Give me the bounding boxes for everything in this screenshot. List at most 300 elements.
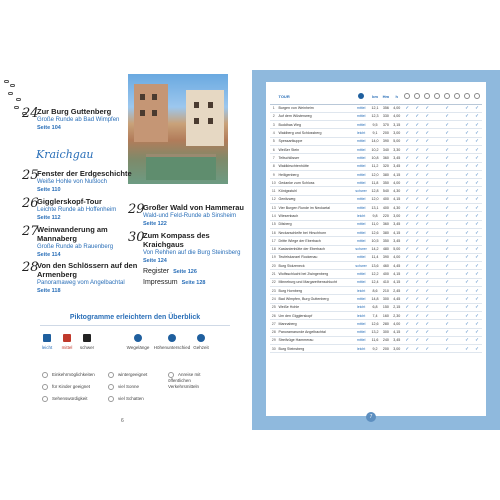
empty-cell [452, 228, 462, 236]
row-number: 6 [270, 145, 277, 153]
entry-title-line2: Armenberg [37, 270, 78, 279]
difficulty: leicht [353, 345, 370, 353]
check-icon: ✓ [412, 245, 422, 253]
difficulty: mittel [353, 162, 370, 170]
elevation-icon [168, 334, 176, 342]
check-icon: ✓ [442, 179, 452, 187]
check-icon: ✓ [412, 129, 422, 137]
check-icon: ✓ [422, 145, 432, 153]
check-icon: ✓ [412, 212, 422, 220]
check-icon: ✓ [442, 270, 452, 278]
row-number: 26 [270, 311, 277, 319]
distance: 12,1 [369, 104, 380, 112]
distance: 11,6 [369, 336, 380, 344]
picto-medium: mittel [58, 334, 76, 350]
difficulty: mittel [353, 320, 370, 328]
empty-cell [452, 320, 462, 328]
sight-header [422, 90, 432, 104]
check-icon: ✓ [422, 237, 432, 245]
check-icon: ✓ [412, 104, 422, 112]
hard-icon [83, 334, 91, 342]
legend-kids: für Kinder geeignet [42, 384, 90, 390]
table-row[interactable] [270, 287, 482, 295]
difficulty: leicht [353, 129, 370, 137]
elevation: 400 [381, 195, 392, 203]
elevation: 390 [381, 137, 392, 145]
check-icon: ✓ [472, 303, 482, 311]
empty-cell [452, 204, 462, 212]
check-icon: ✓ [402, 170, 412, 178]
difficulty: schwer [353, 245, 370, 253]
elevation: 350 [381, 179, 392, 187]
check-icon: ✓ [422, 195, 432, 203]
check-icon: ✓ [472, 278, 482, 286]
check-icon: ✓ [462, 121, 472, 129]
check-icon: ✓ [472, 121, 482, 129]
check-icon: ✓ [402, 187, 412, 195]
check-icon: ✓ [412, 170, 422, 178]
empty-cell [432, 228, 442, 236]
tour-name: Spessartkuppe [277, 137, 352, 145]
elevation: 360 [381, 220, 392, 228]
difficulty-header [353, 90, 370, 104]
entry-title: Von den Schlössern auf den [37, 261, 138, 270]
tour-name: Vier Burgen Runde im Neckartal [277, 204, 352, 212]
check-icon: ✓ [472, 129, 482, 137]
table-row[interactable] [270, 104, 482, 112]
register-page: Seite 126 [173, 269, 197, 275]
table-row[interactable] [270, 228, 482, 236]
empty-cell [432, 112, 442, 120]
distance: 11,4 [369, 253, 380, 261]
elevation: 300 [381, 328, 392, 336]
difficulty: mittel [353, 270, 370, 278]
duration: 2,45 [391, 287, 402, 295]
duration: 5,00 [391, 137, 402, 145]
empty-cell [432, 145, 442, 153]
check-icon: ✓ [402, 162, 412, 170]
duration: 3,45 [391, 154, 402, 162]
legend-winter: wintergeeignet [108, 372, 147, 378]
elevation: 350 [381, 237, 392, 245]
entry-title-line2: Mannaberg [37, 234, 78, 243]
empty-cell [452, 170, 462, 178]
empty-cell [452, 287, 462, 295]
difficulty: schwer [353, 262, 370, 270]
snowflake-icon [108, 372, 114, 378]
check-icon: ✓ [412, 137, 422, 145]
table-row[interactable] [270, 237, 482, 245]
row-number: 5 [270, 137, 277, 145]
table-row[interactable] [270, 187, 482, 195]
table-row[interactable] [270, 270, 482, 278]
entry-number: 25 [22, 168, 39, 183]
entry-title: Großer Wald von Hammerau [143, 203, 244, 212]
row-number: 13 [270, 204, 277, 212]
difficulty: schwer [353, 187, 370, 195]
entry-subtitle: Wald-und Feld-Runde ab Sinsheim [143, 213, 237, 219]
table-row[interactable] [270, 129, 482, 137]
table-row[interactable] [270, 112, 482, 120]
table-row[interactable] [270, 137, 482, 145]
kids-icon [42, 384, 48, 390]
elevation: 480 [381, 245, 392, 253]
winter-header [432, 90, 442, 104]
check-icon: ✓ [412, 228, 422, 236]
snowflake-icon [434, 93, 440, 99]
check-icon: ✓ [472, 170, 482, 178]
check-icon: ✓ [462, 228, 472, 236]
table-row[interactable] [270, 320, 482, 328]
tour-name: Dritte Wiege der Eberbach [277, 237, 352, 245]
check-icon: ✓ [422, 170, 432, 178]
entry-number: 29 [128, 202, 145, 217]
check-icon: ✓ [422, 311, 432, 319]
check-icon: ✓ [462, 220, 472, 228]
check-icon: ✓ [412, 187, 422, 195]
check-icon: ✓ [442, 104, 452, 112]
tour-name: Weiße Hohle [277, 303, 352, 311]
distance: 12,4 [369, 278, 380, 286]
check-icon: ✓ [442, 278, 452, 286]
entry-title: Gigglerskopf-Tour [37, 197, 102, 206]
duration: 4,30 [391, 204, 402, 212]
check-icon: ✓ [412, 253, 422, 261]
table-row[interactable] [270, 295, 482, 303]
bus-header [462, 90, 472, 104]
distance: 12,8 [369, 187, 380, 195]
distance: 9,2 [369, 345, 380, 353]
elevation: 280 [381, 320, 392, 328]
empty-cell [452, 137, 462, 145]
tour-name: Heiligenberg [277, 170, 352, 178]
empty-cell [432, 204, 442, 212]
tour-name: Wolfsschlucht bei Zwingenberg [277, 270, 352, 278]
elevation: 240 [381, 336, 392, 344]
check-icon: ✓ [412, 262, 422, 270]
table-row[interactable] [270, 220, 482, 228]
check-icon: ✓ [442, 345, 452, 353]
table-row[interactable] [270, 303, 482, 311]
difficulty: mittel [353, 295, 370, 303]
elevation: 400 [381, 270, 392, 278]
row-number: 8 [270, 162, 277, 170]
empty-cell [452, 104, 462, 112]
check-icon: ✓ [442, 320, 452, 328]
kids-header [412, 90, 422, 104]
difficulty: mittel [353, 121, 370, 129]
check-icon: ✓ [402, 278, 412, 286]
entry-page: Seite 110 [37, 187, 61, 193]
check-icon: ✓ [402, 311, 412, 319]
table-row[interactable] [270, 245, 482, 253]
elevation: 200 [381, 345, 392, 353]
tour-name: Gedanke zum Schloss [277, 179, 352, 187]
check-icon: ✓ [442, 336, 452, 344]
empty-cell [452, 262, 462, 270]
check-icon: ✓ [462, 270, 472, 278]
tour-name: Teufelskanzel Rockenau [277, 253, 352, 261]
elevation: 360 [381, 154, 392, 162]
entry-page: Seite 114 [37, 252, 61, 258]
row-number: 14 [270, 212, 277, 220]
table-row[interactable] [270, 179, 482, 187]
tour-name: Burg Hornberg [277, 287, 352, 295]
check-icon: ✓ [472, 112, 482, 120]
tour-name: Waldkirschtenhütte [277, 162, 352, 170]
check-icon: ✓ [422, 278, 432, 286]
difficulty: leicht [353, 287, 370, 295]
table-row[interactable] [270, 278, 482, 286]
tour-name: Buddhas Weg [277, 121, 352, 129]
duration: 2,30 [391, 311, 402, 319]
duration: 4,15 [391, 328, 402, 336]
duration: 4,15 [391, 278, 402, 286]
check-icon: ✓ [422, 179, 432, 187]
check-icon: ✓ [462, 262, 472, 270]
check-icon: ✓ [462, 104, 472, 112]
difficulty: mittel [353, 253, 370, 261]
check-icon: ✓ [442, 137, 452, 145]
sun-header [442, 90, 452, 104]
empty-cell [432, 187, 442, 195]
check-icon: ✓ [402, 220, 412, 228]
distance: 13,2 [369, 328, 380, 336]
table-row[interactable] [270, 121, 482, 129]
check-icon: ✓ [462, 303, 472, 311]
tour-name: Dilsberg [277, 220, 352, 228]
sun-icon [444, 93, 450, 99]
distance: 11,8 [369, 179, 380, 187]
row-number: 21 [270, 270, 277, 278]
bus-icon [168, 372, 174, 378]
row-number: 9 [270, 170, 277, 178]
duration: 4,45 [391, 262, 402, 270]
entry-page: Seite 112 [37, 215, 61, 221]
empty-cell [452, 212, 462, 220]
elevation: 400 [381, 204, 392, 212]
check-icon: ✓ [412, 121, 422, 129]
tour-name: Auf dem Wüstenweg [277, 112, 352, 120]
empty-cell [432, 237, 442, 245]
check-icon: ✓ [442, 328, 452, 336]
check-icon: ✓ [412, 311, 422, 319]
check-icon: ✓ [462, 179, 472, 187]
check-icon: ✓ [412, 220, 422, 228]
check-icon: ✓ [422, 228, 432, 236]
empty-cell [452, 328, 462, 336]
entry-title-line2: Kraichgaus [143, 240, 184, 249]
check-icon: ✓ [472, 320, 482, 328]
entry-page: Seite 124 [143, 258, 167, 264]
check-icon: ✓ [442, 237, 452, 245]
elevation: 160 [381, 311, 392, 319]
empty-cell [432, 253, 442, 261]
picto-easy: leicht [38, 334, 56, 350]
check-icon: ✓ [402, 154, 412, 162]
check-icon: ✓ [402, 320, 412, 328]
check-icon: ✓ [412, 295, 422, 303]
right-page [252, 70, 500, 430]
check-icon: ✓ [402, 121, 412, 129]
elevation: 410 [381, 278, 392, 286]
tour-name: Panoramarunde Angelbachtal [277, 328, 352, 336]
check-icon: ✓ [402, 195, 412, 203]
duration: 5,00 [391, 245, 402, 253]
check-icon: ✓ [472, 287, 482, 295]
table-row[interactable] [270, 170, 482, 178]
check-icon: ✓ [472, 104, 482, 112]
check-icon: ✓ [402, 328, 412, 336]
check-icon: ✓ [402, 137, 412, 145]
town-photo [128, 74, 228, 184]
distance: 14,8 [369, 295, 380, 303]
sight-icon [42, 396, 48, 402]
table-row[interactable] [270, 262, 482, 270]
table-row[interactable] [270, 204, 482, 212]
check-icon: ✓ [462, 295, 472, 303]
empty-cell [432, 345, 442, 353]
check-icon: ✓ [472, 204, 482, 212]
elevation: 370 [381, 121, 392, 129]
difficulty: mittel [353, 220, 370, 228]
difficulty: mittel [353, 154, 370, 162]
sun-icon [108, 384, 114, 390]
duration: 4,15 [391, 170, 402, 178]
table-row[interactable] [270, 336, 482, 344]
table-row[interactable] [270, 345, 482, 353]
distance: 12,0 [369, 170, 380, 178]
empty-cell [452, 295, 462, 303]
check-icon: ✓ [442, 228, 452, 236]
check-icon: ✓ [422, 336, 432, 344]
distance: 10,8 [369, 154, 380, 162]
empty-cell [452, 195, 462, 203]
check-icon: ✓ [422, 270, 432, 278]
check-icon: ✓ [422, 154, 432, 162]
tour-name: Um den Gigglerskopf [277, 311, 352, 319]
sight-icon [424, 93, 430, 99]
distance: 12,6 [369, 320, 380, 328]
difficulty: mittel [353, 179, 370, 187]
check-icon: ✓ [462, 204, 472, 212]
check-icon: ✓ [422, 212, 432, 220]
empty-cell [452, 245, 462, 253]
check-icon: ✓ [462, 328, 472, 336]
table-row[interactable] [270, 195, 482, 203]
duration: 4,15 [391, 228, 402, 236]
table-row[interactable] [270, 154, 482, 162]
elevation: 340 [381, 145, 392, 153]
check-icon: ✓ [412, 278, 422, 286]
check-icon: ✓ [442, 187, 452, 195]
distance: 12,3 [369, 112, 380, 120]
row-number: 28 [270, 328, 277, 336]
elevation: 220 [381, 212, 392, 220]
table-row[interactable] [270, 253, 482, 261]
difficulty-icon [358, 93, 364, 99]
distance: 9,5 [369, 121, 380, 129]
entry-subtitle: Von Rehhen auf die Burg Steinsberg [143, 250, 241, 256]
row-number: 11 [270, 187, 277, 195]
table-row[interactable] [270, 162, 482, 170]
check-icon: ✓ [462, 154, 472, 162]
empty-cell [452, 345, 462, 353]
impressum-page: Seite 128 [181, 280, 206, 286]
empty-cell [432, 137, 442, 145]
table-row[interactable] [270, 311, 482, 319]
check-icon: ✓ [462, 253, 472, 261]
check-icon: ✓ [422, 328, 432, 336]
row-number: 2 [270, 112, 277, 120]
empty-cell [432, 179, 442, 187]
check-icon: ✓ [402, 345, 412, 353]
table-row[interactable] [270, 145, 482, 153]
entry-number: 30 [128, 230, 145, 245]
empty-cell [452, 121, 462, 129]
entry-number: 27 [22, 224, 39, 239]
check-icon: ✓ [442, 220, 452, 228]
check-icon: ✓ [412, 154, 422, 162]
check-icon: ✓ [472, 187, 482, 195]
extra-header [472, 90, 482, 104]
empty-cell [432, 295, 442, 303]
distance: 9,1 [369, 129, 380, 137]
check-icon: ✓ [442, 154, 452, 162]
impressum-label: Impressum [143, 279, 178, 286]
table-row[interactable] [270, 328, 482, 336]
check-icon: ✓ [462, 278, 472, 286]
distance: 6,8 [369, 303, 380, 311]
impressum-link[interactable] [143, 279, 205, 286]
empty-cell [452, 179, 462, 187]
picto-distance: Wegelänge [124, 334, 152, 350]
duration: 3,45 [391, 237, 402, 245]
table-row[interactable] [270, 212, 482, 220]
empty-cell [452, 253, 462, 261]
distance: 10,2 [369, 145, 380, 153]
register-label: Register [143, 268, 170, 275]
check-icon: ✓ [422, 112, 432, 120]
check-icon: ✓ [462, 212, 472, 220]
difficulty: mittel [353, 104, 370, 112]
check-icon: ✓ [462, 287, 472, 295]
row-number: 24 [270, 295, 277, 303]
register-link[interactable] [143, 268, 197, 275]
check-icon: ✓ [472, 262, 482, 270]
tour-header: TOUR [277, 90, 352, 104]
empty-cell [432, 154, 442, 162]
tour-name: Mannaberg [277, 320, 352, 328]
elevation: 356 [381, 104, 392, 112]
entry-number: 26 [22, 196, 39, 211]
check-icon: ✓ [422, 295, 432, 303]
empty-cell [432, 104, 442, 112]
check-icon: ✓ [422, 262, 432, 270]
empty-cell [432, 303, 442, 311]
duration: 4,45 [391, 295, 402, 303]
km-header: km [369, 90, 380, 104]
empty-cell [432, 336, 442, 344]
check-icon: ✓ [472, 311, 482, 319]
tour-name: Neckarschleife bei Hirschhorn [277, 228, 352, 236]
check-icon: ✓ [402, 145, 412, 153]
elevation: 390 [381, 253, 392, 261]
legend-food: Einkehrmöglichkeiten [42, 372, 95, 378]
row-number: 1 [270, 104, 277, 112]
divider [40, 325, 230, 326]
entry-subtitle: Panoramaweg vom Angelbachtal [37, 280, 125, 286]
